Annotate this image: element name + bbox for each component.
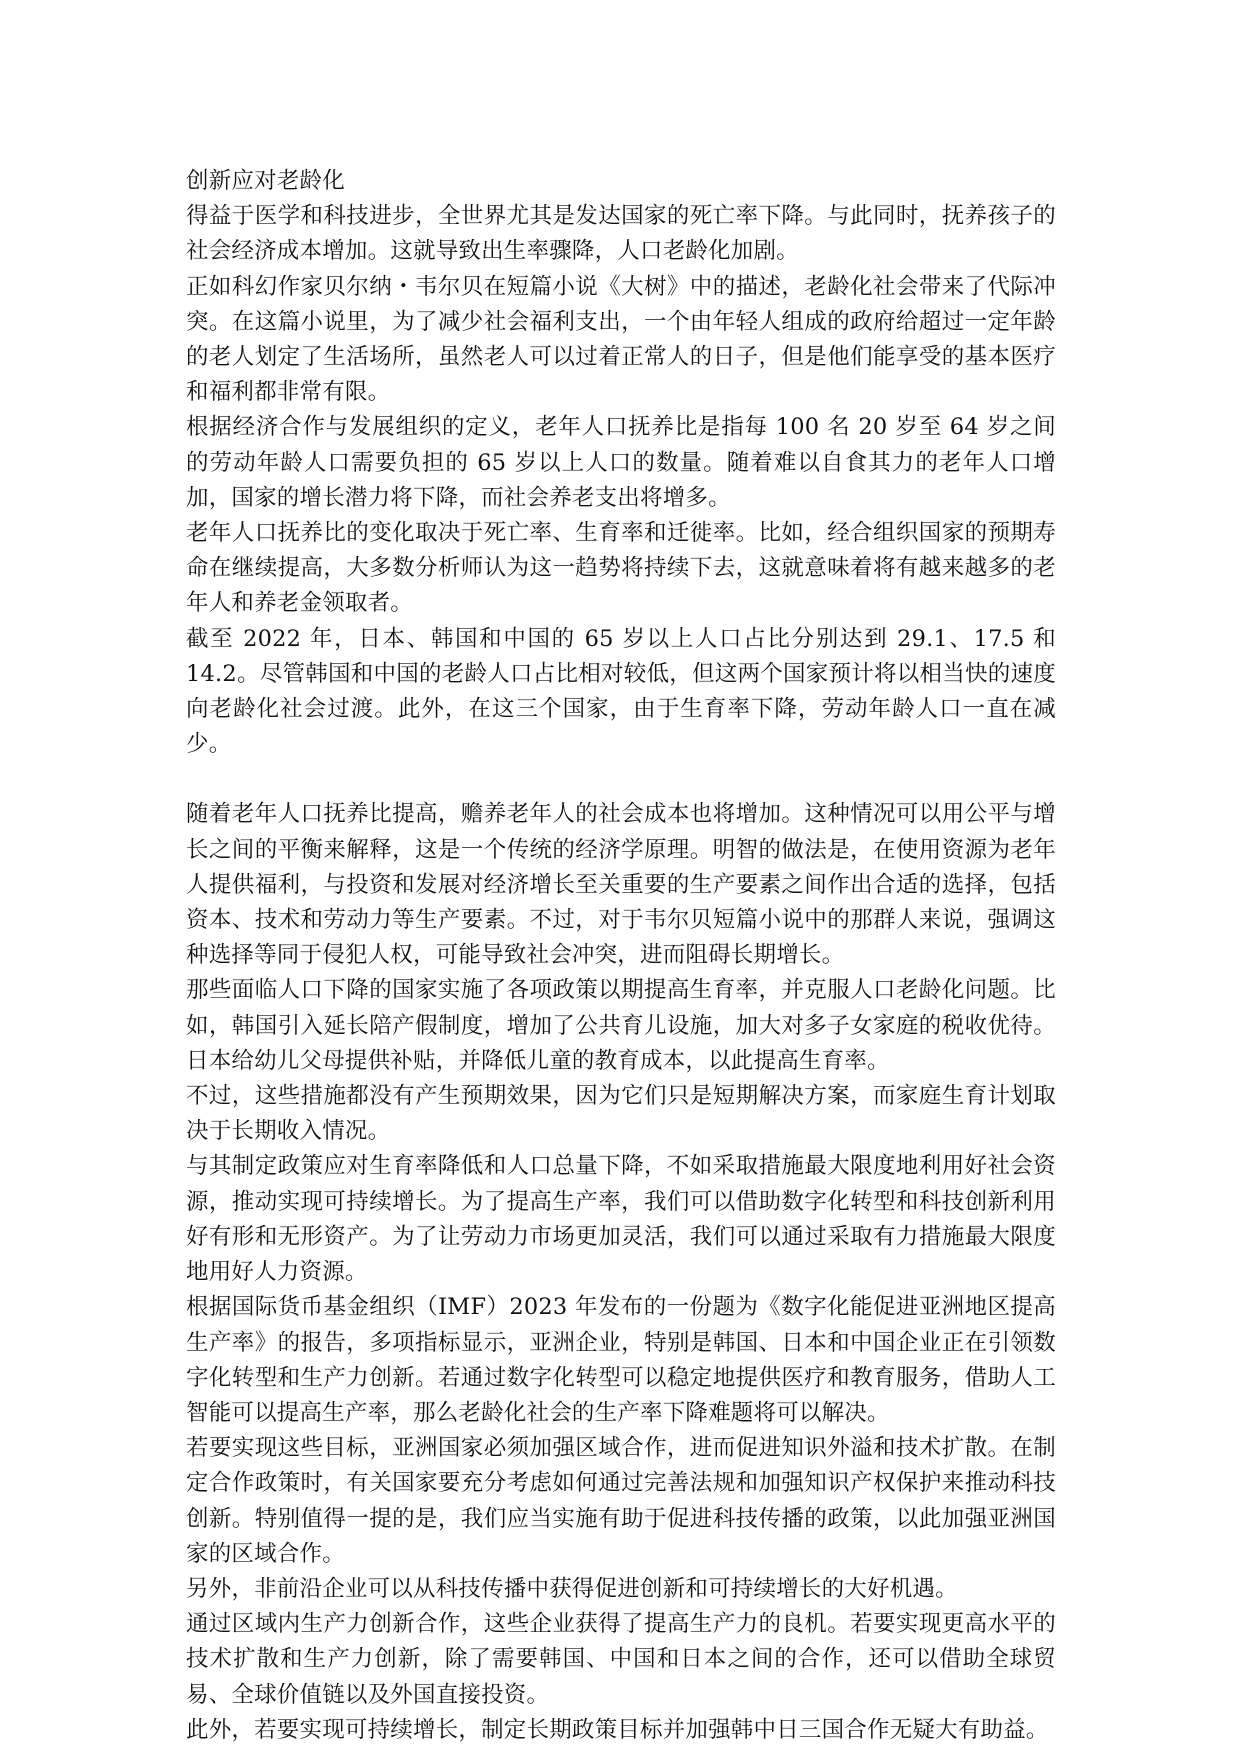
- paragraph: 另外，非前沿企业可以从科技传播中获得促进创新和可持续增长的大好机遇。: [186, 1575, 958, 1602]
- paragraph: 得益于医学和科技进步，全世界尤其是发达国家的死亡率下降。与此同时，抚养孩子的社会经济成本增加。这就导致出生率骤降，人口老龄化加剧。: [186, 203, 1056, 265]
- document-title: 创新应对老龄化: [186, 168, 345, 194]
- paragraph: 那些面临人口下降的国家实施了各项政策以期提高生育率，并克服人口老龄化问题。比如，韩国引入延长陪产假制度，增加了公共育儿设施，加大对多子女家庭的税收优待。日本给幼儿父母提供补贴，并降低儿童的教育成本，以此提高生育率。: [186, 977, 1056, 1074]
- paragraph: 根据国际货币基金组织（IMF）2023 年发布的一份题为《数字化能促进亚洲地区提高生产率》的报告，多项指标显示，亚洲企业，特别是韩国、日本和中国企业正在引领数字化转型和生产力创新。若通过数字化转型可以稳定地提供医疗和教育服务，借助人工智能可以提高生产率，那么老龄化社会的生产率下降难题将可以解决。: [186, 1294, 1056, 1426]
- paragraph: 老年人口抚养比的变化取决于死亡率、生育率和迁徙率。比如，经合组织国家的预期寿命在继续提高，大多数分析师认为这一趋势将持续下去，这就意味着将有越来越多的老年人和养老金领取者。: [186, 520, 1056, 617]
- paragraph: 与其制定政策应对生育率降低和人口总量下降，不如采取措施最大限度地利用好社会资源，推动实现可持续增长。为了提高生产率，我们可以借助数字化转型和科技创新利用好有形和无形资产。为了让劳动力市场更加灵活，我们可以通过采取有力措施最大限度地用好人力资源。: [186, 1153, 1056, 1286]
- paragraph: 此外，若要实现可持续增长，制定长期政策目标并加强韩中日三国合作无疑大有助益。: [186, 1716, 1049, 1743]
- paragraph: 若要实现这些目标，亚洲国家必须加强区域合作，进而促进知识外溢和技术扩散。在制定合作政策时，有关国家要充分考虑如何通过完善法规和加强知识产权保护来推动科技创新。特别值得一提的是，我们应当实施有助于促进科技传播的政策，以此加强亚洲国家的区域合作。: [186, 1435, 1056, 1567]
- section-gap: [186, 762, 1056, 797]
- paragraph: 不过，这些措施都没有产生预期效果，因为它们只是短期解决方案，而家庭生育计划取决于长期收入情况。: [186, 1083, 1056, 1145]
- paragraph: 根据经济合作与发展组织的定义，老年人口抚养比是指每 100 名 20 岁至 64 岁之间的劳动年龄人口需要负担的 65 岁以上人口的数量。随着难以自食其力的老年人口增加，国家的增长潜力将下降，而社会养老支出将增多。: [186, 414, 1056, 511]
- paragraph: 通过区域内生产力创新合作，这些企业获得了提高生产力的良机。若要实现更高水平的技术扩散和生产力创新，除了需要韩国、中国和日本之间的合作，还可以借助全球贸易、全球价值链以及外国直接投资。: [186, 1611, 1056, 1708]
- paragraph: 截至 2022 年，日本、韩国和中国的 65 岁以上人口占比分别达到 29.1、17.5 和 14.2。尽管韩国和中国的老龄人口占比相对较低，但这两个国家预计将以相当快的速度向老龄化社会过渡。此外，在这三个国家，由于生育率下降，劳动年龄人口一直在减少。: [186, 625, 1056, 758]
- paragraph: 正如科幻作家贝尔纳・韦尔贝在短篇小说《大树》中的描述，老龄化社会带来了代际冲突。在这篇小说里，为了减少社会福利支出，一个由年轻人组成的政府给超过一定年龄的老人划定了生活场所，虽然老人可以过着正常人的日子，但是他们能享受的基本医疗和福利都非常有限。: [186, 273, 1056, 406]
- paragraph: 随着老年人口抚养比提高，赡养老年人的社会成本也将增加。这种情况可以用公平与增长之间的平衡来解释，这是一个传统的经济学原理。明智的做法是，在使用资源为老年人提供福利，与投资和发展对经济增长至关重要的生产要素之间作出合适的选择，包括资本、技术和劳动力等生产要素。不过，对于韦尔贝短篇小说中的那群人来说，强调这种选择等同于侵犯人权，可能导致社会冲突，进而阻碍长期增长。: [186, 801, 1056, 969]
- document-page: [186, 164, 1056, 1748]
